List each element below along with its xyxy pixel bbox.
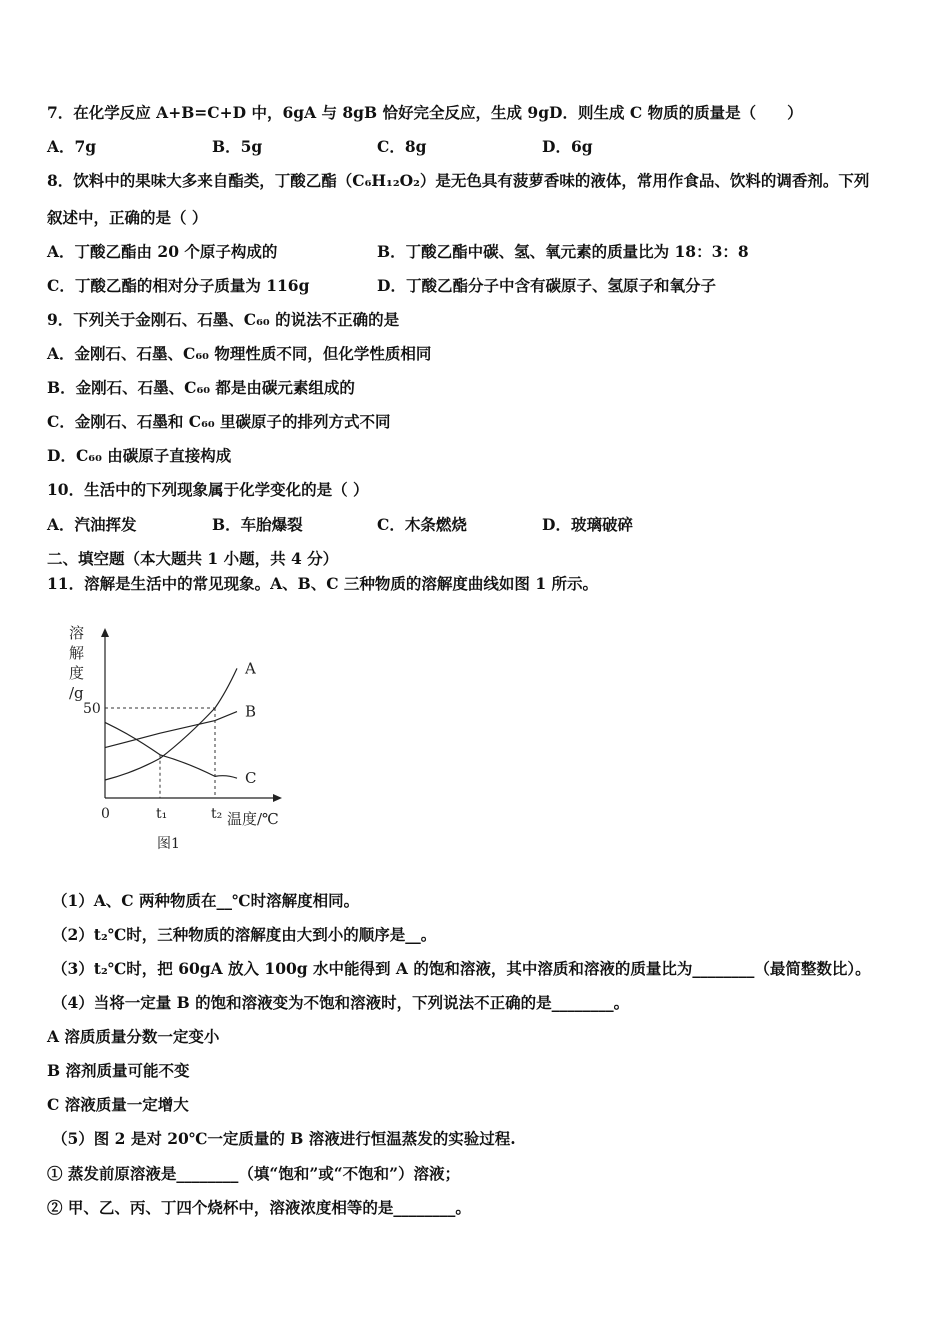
curve-b	[105, 712, 237, 748]
q8-option-c: C．丁酸乙酯的相对分子质量为 116g	[47, 276, 310, 295]
q8-stem-line1: 8．饮料中的果味大多来自酯类，丁酸乙酯（C₆H₁₂O₂）是无色具有菠萝香味的液体，常用作食品、饮料的调香剂。下列	[47, 171, 870, 190]
q11-part-4: （4）当将一定量 B 的饱和溶液变为不饱和溶液时，下列说法不正确的是________。	[52, 993, 630, 1012]
y-axis-label-char: 溶	[69, 624, 85, 642]
svg-text:溶解度/g	[69, 624, 84, 702]
q8-option-d: D．丁酸乙酯分子中含有碳原子、氢原子和氧分子	[377, 276, 716, 295]
x-tick-label: 0	[101, 806, 110, 822]
q11-part-2: （2）t₂℃时，三种物质的溶解度由大到小的顺序是__。	[52, 925, 437, 944]
q8-stem-line2: 叙述中，正确的是（ ）	[47, 208, 208, 227]
y-axis-label-char: 解	[69, 644, 85, 662]
q9-option-a: A．金刚石、石墨、C₆₀ 物理性质不同，但化学性质相同	[47, 344, 432, 363]
q7-option-d: D．6g	[542, 137, 593, 156]
curve-label-c: C	[245, 769, 257, 788]
x-axis-arrow	[273, 794, 282, 802]
q11-part-1: （1）A、C 两种物质在__℃时溶解度相同。	[52, 891, 360, 910]
solubility-chart	[55, 618, 295, 858]
y-axis-label-char: 度	[69, 664, 85, 682]
q11-part-5-sub-2: ② 甲、乙、丙、丁四个烧杯中，溶液浓度相等的是________。	[47, 1198, 471, 1217]
q9-option-d: D．C₆₀ 由碳原子直接构成	[47, 446, 232, 465]
q11-part-5: （5）图 2 是对 20℃一定质量的 B 溶液进行恒温蒸发的实验过程.	[52, 1129, 516, 1148]
q10-option-d: D．玻璃破碎	[542, 515, 633, 534]
y-axis-label-char: /g	[69, 684, 84, 702]
y-axis-arrow	[101, 628, 109, 637]
q8-option-b: B．丁酸乙酯中碳、氢、氧元素的质量比为 18：3：8	[377, 242, 749, 261]
q9-option-c: C．金刚石、石墨和 C₆₀ 里碳原子的排列方式不同	[47, 412, 391, 431]
figure-caption: 图1	[157, 836, 180, 852]
y-axis-label	[69, 624, 84, 702]
q10-stem: 10．生活中的下列现象属于化学变化的是（ ）	[47, 480, 369, 499]
q10-option-c: C．木条燃烧	[377, 515, 467, 534]
y-tick-label: 50	[83, 701, 101, 717]
q11-part-3: （3）t₂℃时，把 60gA 放入 100g 水中能得到 A 的饱和溶液，其中溶质和溶液的质量比为________（最简整数比）。	[52, 959, 871, 978]
curve-label-a: A	[245, 659, 256, 678]
q11-stem: 11．溶解是生活中的常见现象。A、B、C 三种物质的溶解度曲线如图 1 所示。	[47, 574, 599, 593]
q10-option-b: B．车胎爆裂	[212, 515, 303, 534]
x-tick-label: t₂	[211, 806, 223, 822]
q7-option-b: B．5g	[212, 137, 263, 156]
q7-option-a: A．7g	[47, 137, 97, 156]
curve-label-b: B	[245, 702, 257, 721]
q10-option-a: A．汽油挥发	[47, 515, 137, 534]
q7-option-c: C．8g	[377, 137, 427, 156]
q11-part-5-sub-1: ① 蒸发前原溶液是________（填“饱和”或“不饱和”）溶液；	[47, 1164, 461, 1183]
q7-stem: 7．在化学反应 A+B=C+D 中，6gA 与 8gB 恰好完全反应，生成 9gD．则生成 C 物质的质量是（ ）	[47, 103, 803, 122]
q8-option-a: A．丁酸乙酯由 20 个原子构成的	[47, 242, 278, 261]
q11-part-4-option-b: B 溶剂质量可能不变	[47, 1061, 190, 1080]
q9-stem: 9．下列关于金刚石、石墨、C₆₀ 的说法不正确的是	[47, 310, 400, 329]
q11-part-4-option-a: A 溶质质量分数一定变小	[47, 1027, 220, 1046]
curve-a	[105, 668, 237, 780]
q9-option-b: B．金刚石、石墨、C₆₀ 都是由碳元素组成的	[47, 378, 355, 397]
q11-part-4-option-c: C 溶液质量一定增大	[47, 1095, 189, 1114]
x-tick-label: t₁	[156, 806, 168, 822]
section2-title: 二、填空题（本大题共 1 小题，共 4 分）	[47, 549, 339, 568]
x-axis-label: 温度/℃	[227, 810, 279, 828]
